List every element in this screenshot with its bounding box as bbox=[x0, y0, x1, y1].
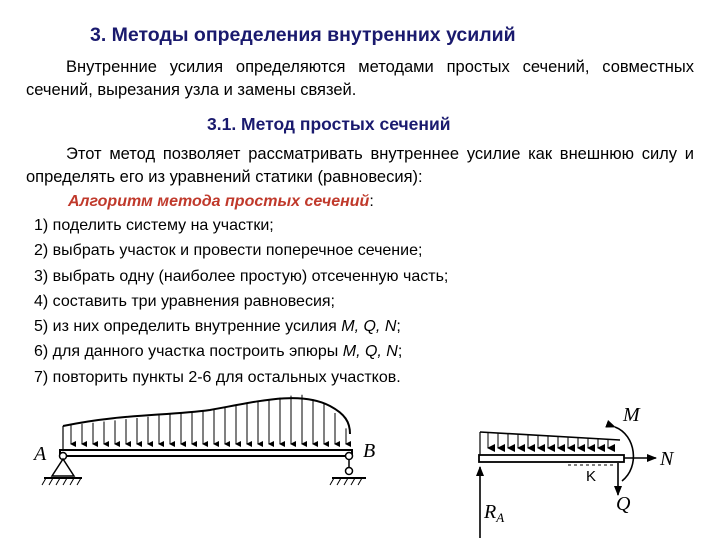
beam-diagram bbox=[0, 390, 400, 540]
step-italic: M, Q, N bbox=[341, 318, 397, 336]
step-text: 1) поделить систему на участки; bbox=[34, 217, 274, 234]
beam-segment bbox=[479, 455, 624, 462]
segment-load-top bbox=[480, 432, 620, 440]
step-text: 7) повторить пункты 2-6 для остальных участков. bbox=[34, 368, 401, 386]
distributed-load-curve bbox=[63, 398, 350, 434]
step-item bbox=[34, 289, 448, 314]
step-item bbox=[34, 365, 448, 390]
step-text: 5) из них определить внутренние усилия bbox=[34, 318, 342, 336]
segment-load-arrows bbox=[488, 432, 608, 448]
left-support bbox=[42, 453, 82, 486]
step-italic: M, Q, N bbox=[342, 343, 398, 361]
reaction-label-main: R bbox=[484, 501, 497, 523]
normal-force-label: N bbox=[660, 448, 674, 470]
description-text: Этот метод позволяет рассматривать внутреннее усилие как внешнюю силу и определять его из уравнений статики (равновесия): bbox=[26, 145, 694, 186]
step-tail: ; bbox=[396, 318, 401, 336]
reaction-label-sub: A bbox=[496, 510, 505, 525]
page-title: 3. Методы определения внутренних усилий bbox=[90, 24, 516, 46]
algorithm-heading bbox=[68, 193, 374, 211]
algorithm-steps bbox=[34, 213, 448, 390]
step-tail: ; bbox=[397, 343, 403, 361]
step-item bbox=[34, 238, 448, 263]
beam bbox=[60, 450, 352, 456]
algorithm-heading-colon: : bbox=[369, 193, 374, 210]
step-item bbox=[34, 264, 448, 289]
step-item bbox=[34, 213, 448, 238]
right-support bbox=[330, 453, 366, 486]
intro-paragraph bbox=[26, 56, 694, 102]
section-point-label: K bbox=[586, 468, 597, 485]
shear-force-label: Q bbox=[616, 493, 631, 515]
support-b-label: B bbox=[363, 440, 376, 462]
distributed-load-arrows bbox=[71, 395, 346, 444]
intro-text: Внутренние усилия определяются методами простых сечений, совместных сечений, вырезания узла и замены связей. bbox=[26, 58, 694, 99]
algorithm-heading-text: Алгоритм метода простых сечений bbox=[68, 193, 370, 210]
description-paragraph bbox=[26, 143, 694, 189]
step-text: 3) выбрать одну (наиболее простую) отсеченную часть; bbox=[34, 267, 449, 285]
section-subtitle: 3.1. Метод простых сечений bbox=[207, 114, 451, 134]
support-a-label: A bbox=[34, 443, 47, 465]
section-diagram bbox=[450, 395, 710, 540]
step-item bbox=[34, 314, 448, 339]
reaction-label bbox=[483, 501, 504, 525]
moment-label: M bbox=[623, 404, 640, 426]
step-text: 4) составить три уравнения равновесия; bbox=[34, 292, 335, 310]
step-text: 6) для данного участка построить эпюры bbox=[34, 343, 343, 361]
step-text: 2) выбрать участок и провести поперечное сечение; bbox=[34, 242, 423, 260]
step-item bbox=[34, 339, 448, 364]
